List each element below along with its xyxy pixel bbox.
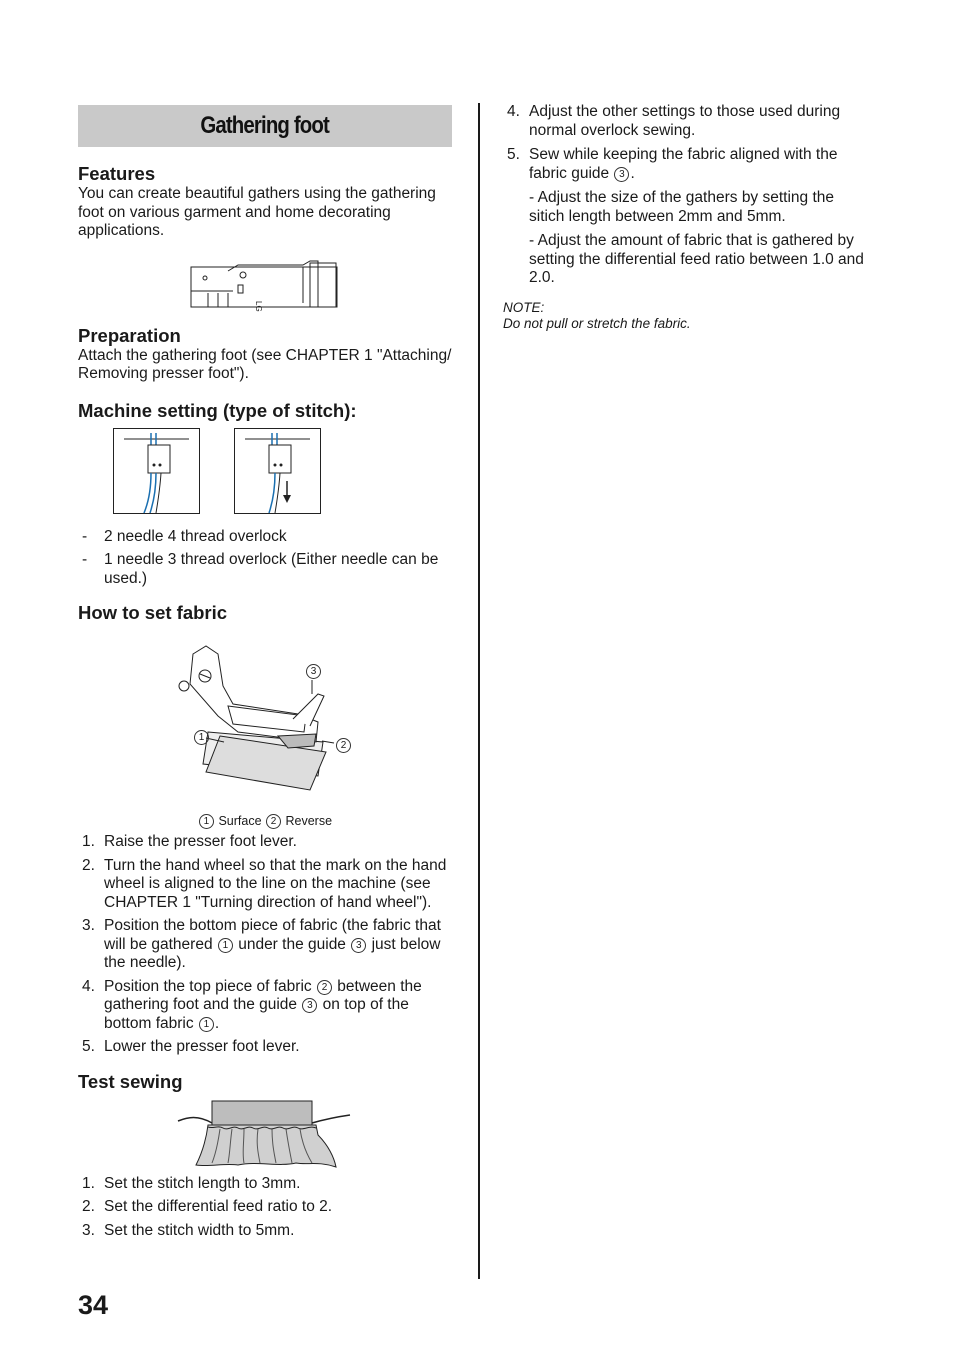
features-heading: Features [78, 163, 156, 184]
right-column [503, 103, 873, 333]
list-item: 1. Set the stitch length to 3mm. [82, 1174, 301, 1192]
sewing-steps-continued [503, 103, 873, 183]
stitch-diagrams [78, 428, 452, 528]
gather-size-tip: - Adjust the size of the gathers by setting the sitich length between 2mm and 5mm. [529, 189, 835, 225]
page-number: 34 [78, 1290, 109, 1320]
list-item: 5. Lower the presser foot lever. [82, 1038, 300, 1055]
test-sewing-heading: Test sewing [78, 1070, 183, 1092]
fabric-setting-figure [78, 624, 452, 814]
left-column [78, 105, 452, 1240]
list-item: 4. Position the top piece of fabric 2 between the gathering foot and the guide 3 on top of the bottom fabric 1 . [82, 977, 422, 1032]
features-text: You can create beautiful gathers using the gathering foot on various garment and home decorating applications. [78, 185, 436, 239]
dash: - [82, 527, 88, 545]
list-item: 3. Set the stitch width to 5mm. [82, 1221, 295, 1239]
marker-1: 1 [194, 730, 209, 745]
marker-3: 3 [306, 664, 321, 679]
fabric-caption: 1 Surface 2 Reverse [78, 814, 452, 829]
stitch-diagram-1needle [234, 428, 321, 514]
page-title: Gathering foot [200, 112, 330, 139]
title-bar [78, 105, 452, 147]
set-fabric-steps [78, 833, 452, 1057]
gathered-fabric-illustration [78, 1095, 452, 1171]
gather-amount-tip: - Adjust the amount of fabric that is gathered by setting the differential feed ratio between 1.0 and 2.0. [529, 232, 864, 286]
list-item: - 1 needle 3 thread overlock (Either needle can be used.) [82, 551, 439, 587]
dash: - [82, 551, 88, 568]
svg-text:LG: LG [254, 300, 263, 312]
preparation-heading: Preparation [78, 324, 181, 346]
list-item: 1. Raise the presser foot lever. [82, 833, 297, 850]
stitch-diagram-2needle [113, 428, 200, 514]
list-item: 2. Turn the hand wheel so that the mark on the hand wheel is aligned to the line on the machine (see CHAPTER 1 "Turning direction of hand wheel"). [82, 856, 447, 911]
list-item: - 2 needle 4 thread overlock [82, 527, 287, 545]
how-to-set-heading: How to set fabric [78, 602, 228, 623]
note-text: Do not pull or stretch the fabric. [503, 316, 691, 331]
preparation-text: Attach the gathering foot (see CHAPTER 1 "Attaching/ Removing presser foot"). [78, 346, 452, 382]
list-item: 3. Position the bottom piece of fabric (the fabric that will be gathered 1 under the guide 3 just below the needle). [82, 917, 441, 971]
marker-2: 2 [336, 738, 351, 753]
gathering-foot-illustration [78, 253, 452, 313]
stitch-type-list [78, 528, 452, 589]
test-sewing-steps [78, 1175, 452, 1241]
machine-setting-heading: Machine setting (type of stitch): [78, 399, 357, 421]
list-item: 2. Set the differential feed ratio to 2. [82, 1198, 333, 1215]
column-divider [478, 103, 480, 1279]
list-item: 5. Sew while keeping the fabric aligned with the fabric guide 3 . [507, 146, 838, 182]
note-label: NOTE: [503, 299, 545, 315]
list-item: 4. Adjust the other settings to those used during normal overlock sewing. [507, 103, 841, 139]
